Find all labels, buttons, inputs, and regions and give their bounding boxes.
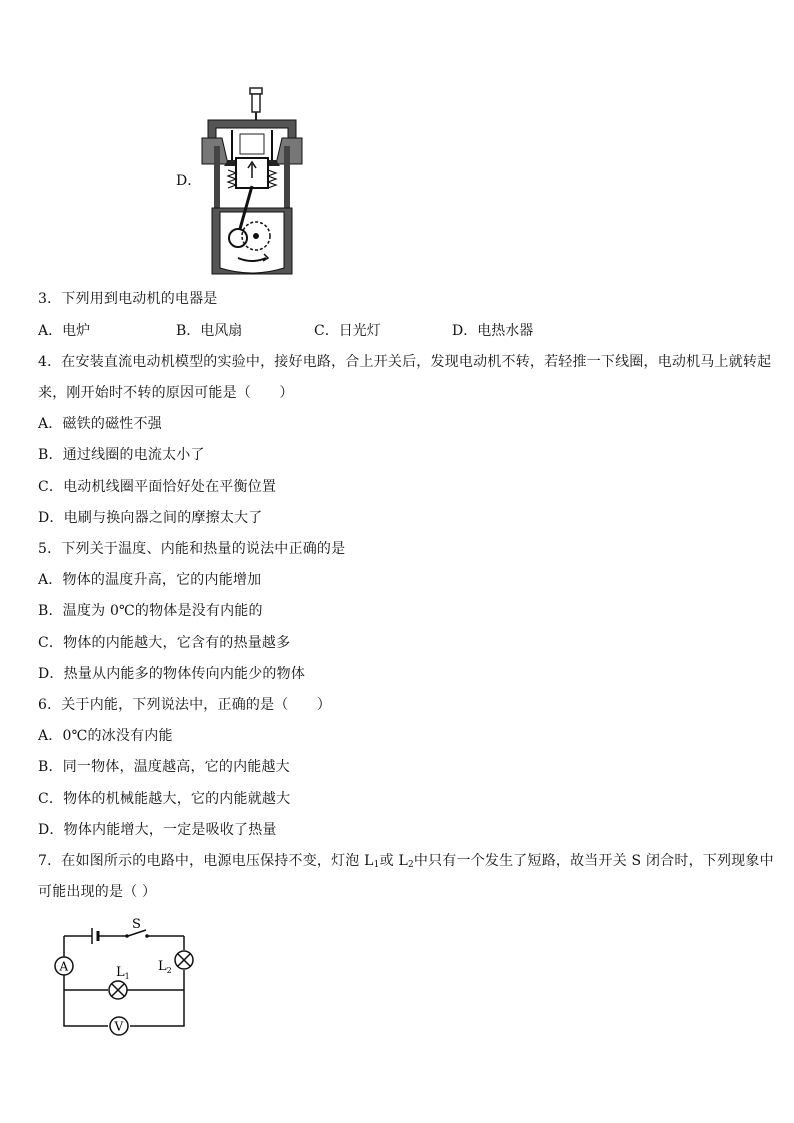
engine-cylinder-figure [198,86,306,276]
question-5-stem: 5．下列关于温度、内能和热量的说法中正确的是 [38,541,346,557]
voltmeter-label: V [114,1019,124,1034]
question-6-option-d: D．物体内能增大，一定是吸收了热量 [38,822,277,838]
question-6-stem: 6．关于内能，下列说法中，正确的是（ ） [38,697,332,713]
question-3-stem: 3．下列用到电动机的电器是 [38,291,218,307]
circuit-diagram [46,918,198,1036]
question-6-option-a: A．0℃的冰没有内能 [38,728,173,744]
ammeter-label: A [59,959,69,974]
question-4-option-a: A．磁铁的磁性不强 [38,416,162,432]
figure-d-label: D． [176,173,202,189]
question-6-option-b: B．同一物体，温度越高，它的内能越大 [38,759,290,775]
question-5-option-b: B．温度为 0℃的物体是没有内能的 [38,603,263,619]
question-4-stem-line1: 4．在安装直流电动机模型的实验中，接好电路，合上开关后，发现电动机不转，若轻推一下线圈，电动机马上就转起 [38,354,772,370]
switch-label: S [132,918,141,932]
question-7-stem-line2: 可能出现的是（ ） [38,884,157,900]
lamp-l1-label: $L_1$ [116,965,130,981]
option-d: D．电热水器 [452,323,534,339]
option-b: B．电风扇 [176,323,243,339]
question-6-option-c: C．物体的机械能越大，它的内能就越大 [38,791,291,807]
question-5-option-a: A．物体的温度升高，它的内能增加 [38,572,262,588]
question-5-option-c: C．物体的内能越大，它含有的热量越多 [38,635,291,651]
question-4-option-c: C．电动机线圈平面恰好处在平衡位置 [38,479,277,495]
question-4-option-d: D．电刷与换向器之间的摩擦太大了 [38,510,263,526]
question-4-stem-line2: 来，刚开始时不转的原因可能是（ ） [38,385,294,401]
question-7-stem-line1: 7．在如图所示的电路中，电源电压保持不变，灯泡 $L_1$或 $L_2$中只有一个发生了短路，故当开关 S 闭合时，下列现象中 [38,853,774,870]
lamp-l2-label: $L_2$ [158,959,172,975]
question-5-option-d: D．热量从内能多的物体传向内能少的物体 [38,666,306,682]
option-c: C．日光灯 [314,323,381,339]
question-3-options [38,322,758,340]
option-a: A．电炉 [38,323,91,339]
question-4-option-b: B．通过线圈的电流太小了 [38,447,205,463]
